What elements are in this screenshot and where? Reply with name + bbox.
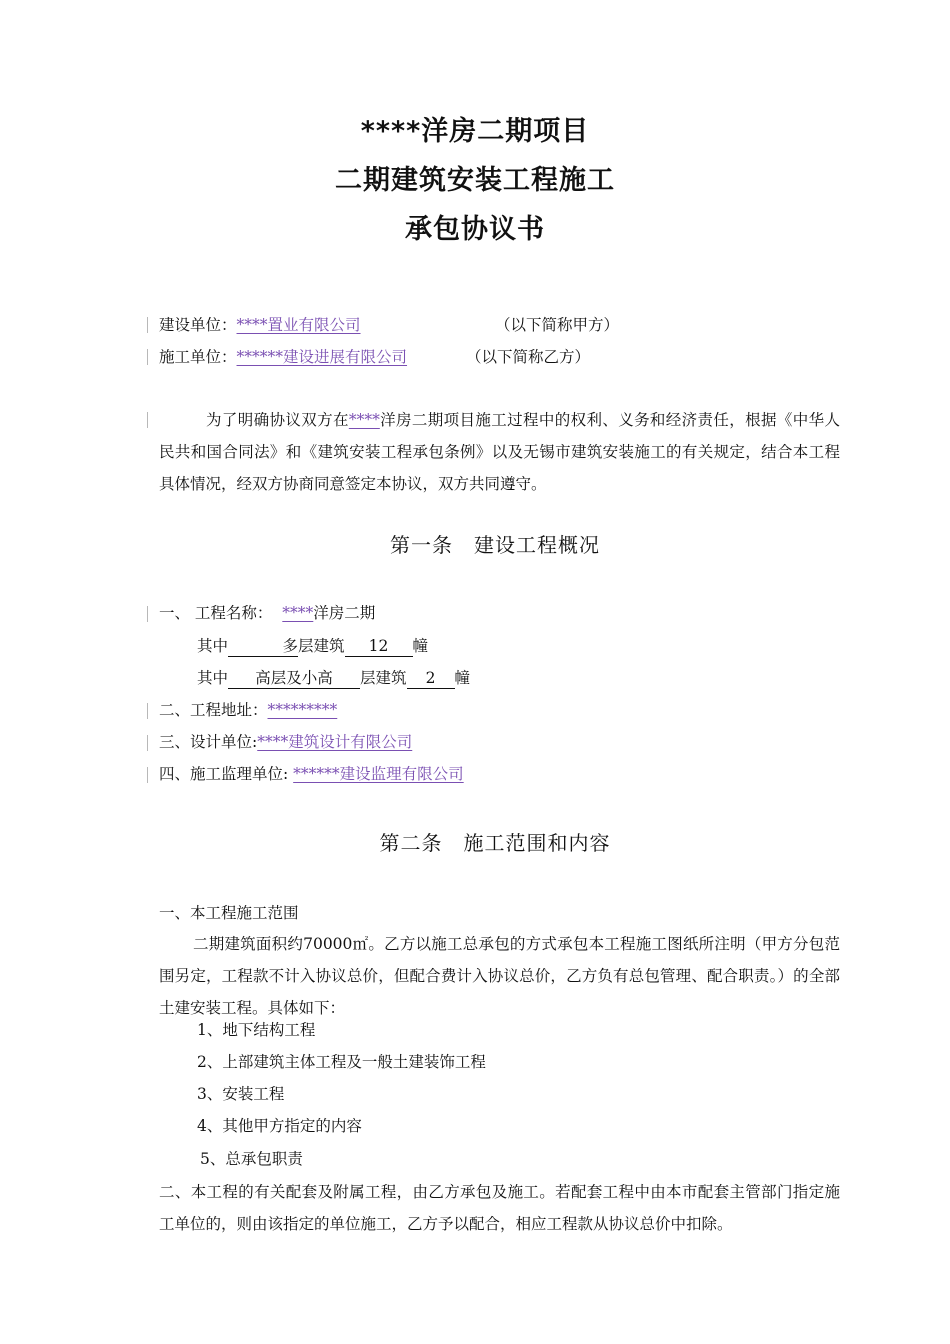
article-2-heading: 第二条 施工范围和内容 bbox=[379, 831, 611, 855]
margin-bar bbox=[147, 317, 148, 333]
scope-item-4: 4、其他甲方指定的内容 bbox=[197, 1117, 362, 1135]
high-rise-line bbox=[197, 667, 470, 689]
design-unit-link[interactable]: ****建筑设计有限公司 bbox=[257, 733, 413, 751]
supervision-unit-line bbox=[159, 763, 464, 785]
project-address-line bbox=[159, 699, 337, 721]
multi-storey-type: 多 bbox=[228, 636, 298, 657]
project-address-link[interactable]: ********* bbox=[267, 701, 338, 719]
multi-storey-line bbox=[197, 635, 428, 657]
project-name-link[interactable]: **** bbox=[282, 604, 314, 622]
title-line-1: ****洋房二期项目 bbox=[360, 116, 590, 147]
margin-bar bbox=[147, 349, 148, 365]
intro-paragraph bbox=[159, 404, 840, 500]
title-line-2: 二期建筑安装工程施工 bbox=[335, 165, 615, 196]
design-unit-line bbox=[159, 731, 412, 753]
contractor-label: 施工单位： bbox=[159, 348, 237, 366]
intro-text-before: 为了明确协议双方在 bbox=[206, 411, 349, 429]
scope-item-5: 5、总承包职责 bbox=[200, 1150, 303, 1168]
project-name-line bbox=[159, 602, 375, 624]
owner-name-link[interactable]: ****置业有限公司 bbox=[236, 316, 361, 334]
high-rise-prefix: 其中 bbox=[197, 669, 229, 687]
margin-bar bbox=[147, 412, 148, 428]
intro-project-link[interactable]: **** bbox=[348, 411, 380, 429]
owner-label: 建设单位： bbox=[159, 316, 237, 334]
owner-line bbox=[159, 314, 361, 336]
design-unit-label: 三、设计单位: bbox=[159, 733, 258, 751]
contractor-line bbox=[159, 346, 407, 368]
project-name-rest: 洋房二期 bbox=[313, 604, 376, 622]
high-rise-unit: 幢 bbox=[454, 669, 471, 687]
supervision-unit-label: 四、施工监理单位: bbox=[159, 765, 289, 783]
scope-paragraph: 二期建筑面积约70000㎡。乙方以施工总承包的方式承包本工程施工图纸所注明（甲方分包范围另定，工程款不计入协议总价，但配合费计入协议总价，乙方负有总包管理、配合职责。）的全部土建安装工程。具体如下： bbox=[159, 935, 840, 1017]
project-address-label: 二、工程地址： bbox=[159, 701, 268, 719]
supporting-works-paragraph: 二、本工程的有关配套及附属工程，由乙方承包及施工。若配套工程中由本市配套主管部门指定施工单位的，则由该指定的单位施工，乙方予以配合，相应工程款从协议总价中扣除。 bbox=[159, 1183, 840, 1233]
margin-bar bbox=[147, 735, 148, 751]
contractor-name-link[interactable]: ******建设进展有限公司 bbox=[236, 348, 408, 366]
scope-title: 一、本工程施工范围 bbox=[159, 904, 299, 922]
multi-storey-middle: 层建筑 bbox=[298, 637, 345, 655]
high-rise-middle: 层建筑 bbox=[360, 669, 407, 687]
article-1-heading: 第一条 建设工程概况 bbox=[390, 533, 600, 557]
multi-storey-unit: 幢 bbox=[412, 637, 429, 655]
multi-storey-prefix: 其中 bbox=[197, 637, 229, 655]
supervision-unit-link[interactable]: ******建设监理有限公司 bbox=[293, 765, 464, 783]
scope-item-3: 3、安装工程 bbox=[197, 1085, 285, 1103]
intro-text-after: 洋房二期项目施工过程中的权利、义务和经济责任，根据《中华人民共和国合同法》和《建筑安装工程承包条例》以及无锡市建筑安装施工的有关规定，结合本工程具体情况，经双方协商同意签定本协议，双方共同遵守。 bbox=[159, 411, 840, 493]
scope-item-2: 2、上部建筑主体工程及一般土建装饰工程 bbox=[197, 1053, 486, 1071]
margin-bar bbox=[147, 606, 148, 622]
multi-storey-count: 12 bbox=[345, 636, 413, 657]
owner-alias: （以下简称甲方） bbox=[495, 316, 620, 334]
high-rise-count: 2 bbox=[407, 668, 455, 689]
project-name-label: 一、 工程名称： bbox=[159, 604, 273, 622]
high-rise-type: 高层及小高 bbox=[228, 668, 360, 689]
margin-bar bbox=[147, 767, 148, 783]
title-line-3: 承包协议书 bbox=[405, 214, 545, 245]
scope-item-1: 1、地下结构工程 bbox=[197, 1021, 316, 1039]
contractor-alias: （以下简称乙方） bbox=[466, 348, 591, 366]
margin-bar bbox=[147, 703, 148, 719]
